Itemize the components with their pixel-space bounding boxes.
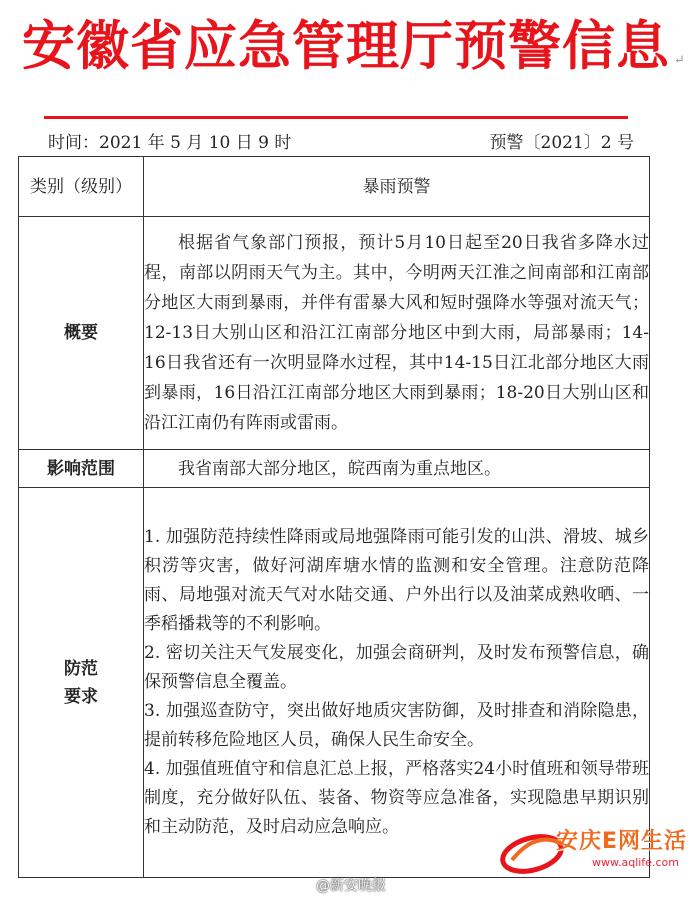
requirements-list [144,488,650,878]
requirement-item-1: 1. 加强防范持续性降雨或局地强降雨可能引发的山洪、滑坡、城乡积涝等灾害，做好河湖库塘水情的监测和安全管理。注意防范降雨、局地强对流天气对水陆交通、户外出行以及油菜成熟收晒、一季稻播栽等的不利影响。 [144,527,649,634]
requirements-label-line1: 防范 [64,658,98,679]
requirement-item-3: 3. 加强巡查防守，突出做好地质灾害防御，及时排查和消除隐患，提前转移危险地区人员，确保人民生命安全。 [144,701,649,750]
scope-label: 影响范围 [19,450,144,488]
category-label: 类别（级别） [19,157,144,217]
requirement-item-4: 4. 加强值班值守和信息汇总上报，严格落实24小时值班和领导带班制度，充分做好队伍、装备、物资等应急准备，实现隐患早期识别和主动防范，及时启动应急响应。 [144,759,649,837]
table-row-category [19,157,650,217]
table-row-requirements [19,488,650,878]
summary-label: 概要 [19,217,144,450]
table-row-summary [19,217,650,450]
document-title: 安徽省应急管理厅预警信息 ↵ [22,15,686,77]
watermark-name: 安庆E网生活 [556,829,688,854]
weibo-attribution: @新安晚报 [316,878,386,894]
issue-number: 预警〔2021〕2 号 [489,133,634,153]
footer-bar [0,875,690,897]
watermark-url: www.aqlife.com [592,856,679,869]
category-value: 暴雨预警 [144,157,650,217]
header-red-rule [44,116,628,119]
requirements-label [19,488,144,878]
warning-table [18,156,650,878]
requirement-item-2: 2. 密切关注天气发展变化，加强会商研判，及时发布预警信息，确保预警信息全覆盖。 [144,643,649,692]
issue-time: 时间：2021 年 5 月 10 日 9 时 [48,133,292,153]
table-row-scope [19,450,650,488]
summary-text: 根据省气象部门预报，预计5月10日起至20日我省多降水过程，南部以阴雨天气为主。其中，今明两天江淮之间南部和江南部分地区大雨到暴雨，并伴有雷暴大风和短时强降水等强对流天气；12-13日大别山区和沿江江南部分地区中到大雨，局部暴雨；14-16日我省还有一次明显降水过程，其中14-15日江北部分地区大雨到暴雨，16日沿江江南部分地区大雨到暴雨；18-20日大别山区和沿江江南仍有阵雨或雷雨。 [144,217,650,450]
issue-meta-row [48,131,634,155]
requirements-label-line2: 要求 [64,686,98,707]
scope-text: 我省南部大部分地区，皖西南为重点地区。 [144,450,650,488]
